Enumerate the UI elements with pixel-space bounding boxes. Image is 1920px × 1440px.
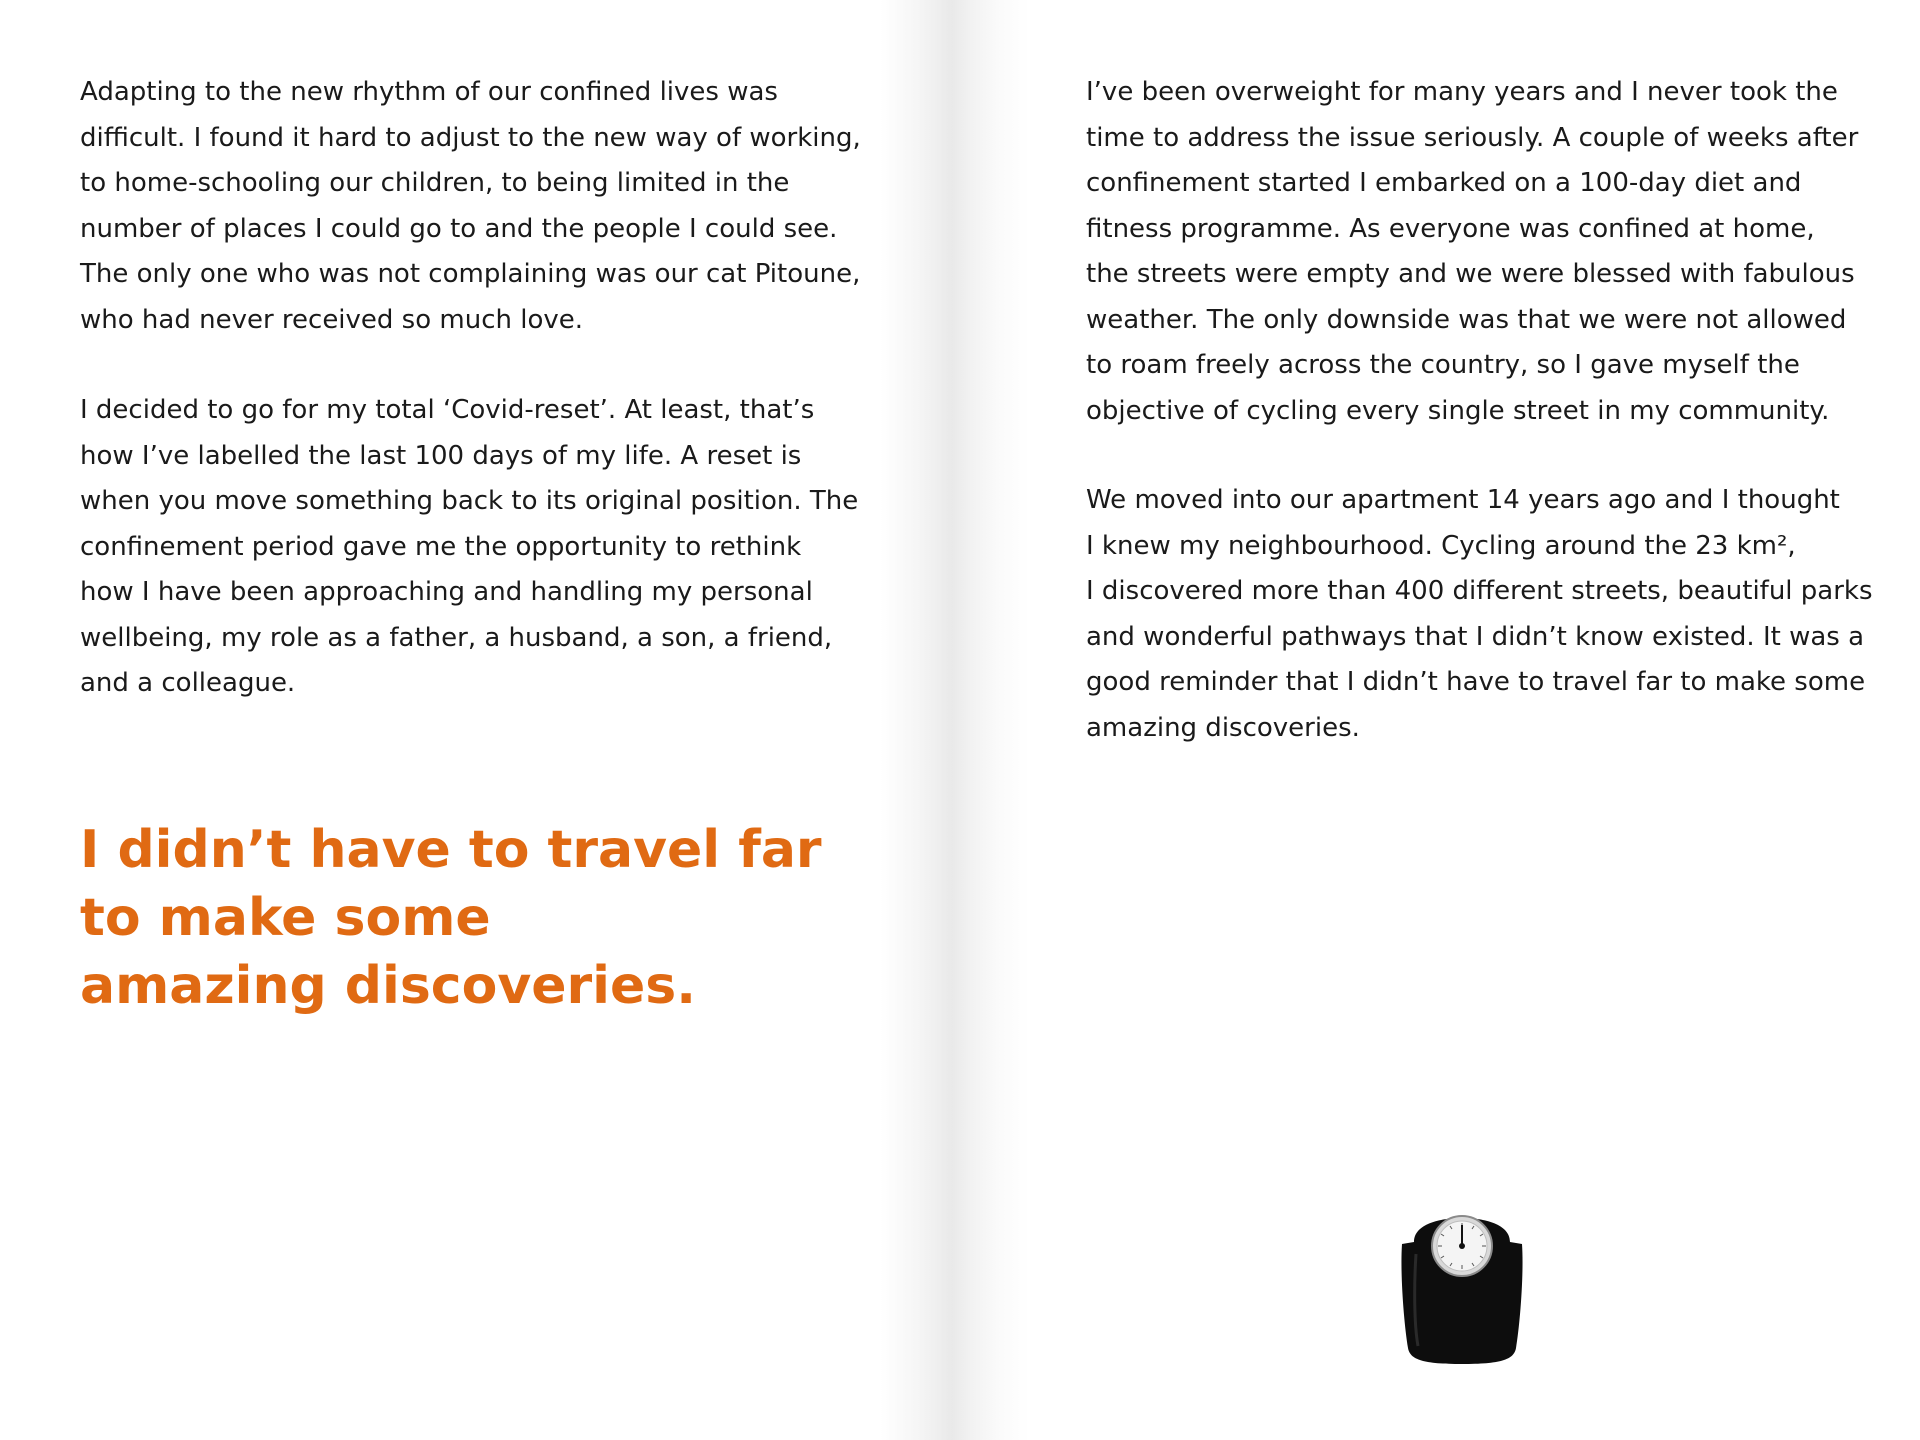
text-line: fitness programme. As everyone was confined at home,	[1086, 213, 1815, 244]
text-line: confinement started I embarked on a 100-day diet and	[1086, 168, 1802, 198]
text-line: number of places I could go to and the people I could see.	[80, 213, 838, 244]
text-line: when you move something back to its original position. The	[80, 486, 859, 516]
text-line: and a colleague.	[80, 668, 296, 698]
pull-quote-line: I didn’t have to travel far	[80, 820, 822, 880]
pull-quote-line: amazing discoveries.	[80, 956, 696, 1016]
text-line: I knew my neighbourhood. Cycling around the 23 km²,	[1086, 530, 1796, 561]
text-line: We moved into our apartment 14 years ago and I thought	[1086, 485, 1840, 515]
pull-quote-line: to make some	[80, 888, 491, 948]
text-line: good reminder that I didn’t have to travel far to make some	[1086, 667, 1866, 697]
right-paragraph-1	[1086, 70, 1858, 434]
text-line: and wonderful pathways that I didn’t know existed. It was a	[1086, 621, 1865, 652]
text-line: the streets were empty and we were blessed with fabulous	[1086, 259, 1855, 289]
text-line: how I’ve labelled the last 100 days of my life. A reset is	[80, 440, 802, 471]
left-page	[0, 0, 900, 1440]
text-line: how I have been approaching and handling my personal	[80, 577, 813, 607]
text-line: The only one who was not complaining was our cat Pitoune,	[80, 259, 861, 289]
bathroom-scale-icon	[1400, 1214, 1524, 1366]
text-line: to home-schooling our children, to being limited in the	[80, 168, 790, 198]
left-paragraph-2	[80, 388, 858, 707]
pull-quote	[80, 816, 822, 1020]
text-line: objective of cycling every single street in my community.	[1086, 395, 1830, 426]
text-line: weather. The only downside was that we were not allowed	[1086, 304, 1847, 335]
text-line: I decided to go for my total ‘Covid-reset’. At least, that’s	[80, 395, 815, 425]
right-page	[1000, 0, 1920, 1440]
text-line: wellbeing, my role as a father, a husband, a son, a friend,	[80, 622, 833, 653]
right-paragraph-2	[1086, 478, 1873, 751]
text-line: difficult. I found it hard to adjust to the new way of working,	[80, 122, 861, 153]
left-paragraph-1	[80, 70, 861, 343]
text-line: who had never received so much love.	[80, 304, 584, 335]
text-line: Adapting to the new rhythm of our confined lives was	[80, 77, 778, 107]
text-line: I discovered more than 400 different streets, beautiful parks	[1086, 576, 1873, 606]
text-line: time to address the issue seriously. A couple of weeks after	[1086, 122, 1859, 153]
text-line: to roam freely across the country, so I gave myself the	[1086, 350, 1800, 380]
text-line: I’ve been overweight for many years and I never took the	[1086, 77, 1838, 107]
text-line: confinement period gave me the opportunity to rethink	[80, 531, 802, 562]
text-line: amazing discoveries.	[1086, 712, 1360, 743]
